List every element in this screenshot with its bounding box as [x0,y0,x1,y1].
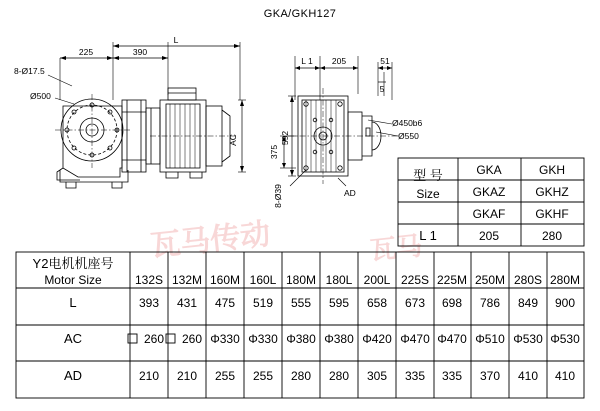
motor-table-col-header: 132M [171,273,203,287]
size-col-gkhf: GKHF [535,207,569,221]
dim-51: 51 [380,56,390,66]
square-symbol-icon [128,334,137,343]
motor-table-row-label: L [69,295,77,310]
motor-table-cell: Φ470 [437,332,467,346]
square-symbol-icon [166,334,175,343]
motor-table-cell: Φ470 [400,332,430,346]
motor-table-cell: 335 [441,369,463,383]
motor-table-cell: 431 [176,296,198,310]
motor-table-cell: 370 [479,369,501,383]
size-table-header-en: Size [416,187,440,201]
motor-table-cell: 280 [328,369,350,383]
motor-table-cell: 255 [252,369,274,383]
motor-table-col-header: 225S [400,273,430,287]
motor-table-col-header: 280S [513,273,543,287]
size-row-value-205: 205 [478,229,500,243]
motor-table-cell: 900 [554,296,576,310]
motor-table-row-label: AC [63,331,83,346]
motor-table-cell: Φ530 [513,332,543,346]
motor-table-col-header: 280M [549,273,581,287]
dim-d500: Ø500 [30,91,51,101]
motor-table-col-header: 160M [209,273,241,287]
motor-table-col-header: 180L [325,273,353,287]
motor-table-cell: 393 [138,296,160,310]
motor-table-cell: 698 [441,296,463,310]
motor-table-cell: Φ420 [362,332,392,346]
dim-AD: AD [344,188,356,198]
motor-table-row-label: AD [63,368,83,383]
watermark-text-2: 瓦马 [368,231,424,267]
motor-table-cell: 673 [404,296,426,310]
dim-AC: AC [228,134,238,146]
size-table-header-cn: 型 号 [413,168,443,183]
motor-table-col-header: 225M [436,273,468,287]
dim-8-39: 8-Ø39 [273,184,283,208]
motor-table-col-header: 132S [134,273,164,287]
dim-390: 390 [132,47,148,57]
motor-table-cell: 260 [143,332,165,346]
size-col-gkaf: GKAF [472,207,506,221]
dim-L1: L 1 [301,56,313,66]
size-col-gkh: GKH [538,163,566,177]
motor-table-cell: 210 [138,369,160,383]
dim-450b6: Ø450b6 [392,118,423,128]
motor-table-cell: Φ380 [324,332,354,346]
motor-table-cell: 555 [290,296,312,310]
size-col-gkhz: GKHZ [535,185,569,199]
size-col-gka: GKA [476,163,502,177]
dim-L: L [173,35,179,45]
motor-table-cell: Φ330 [248,332,278,346]
watermark-text-1: 瓦马传动 [148,216,272,265]
motor-table-cell: 658 [366,296,388,310]
dim-205: 205 [331,56,347,66]
motor-table-cell: Φ380 [286,332,316,346]
motor-table-col-header: 250M [474,273,506,287]
motor-table-cell: 255 [214,369,236,383]
size-col-gkaz: GKAZ [472,185,506,199]
size-row-label-l1: L 1 [419,228,437,243]
motor-table-cell: 475 [214,296,236,310]
motor-table-cell: Φ330 [210,332,240,346]
motor-table-cell: Φ510 [475,332,505,346]
motor-table-col-header: 200L [363,273,391,287]
motor-table-cell: 210 [176,369,198,383]
dim-592: 592 [280,130,290,146]
dim-550: Ø550 [398,131,419,141]
size-row-value-280: 280 [541,229,563,243]
motor-table-cell: 305 [366,369,388,383]
motor-table-header-en: Motor Size [44,273,102,287]
motor-table-cell: 260 [181,332,203,346]
motor-table-cell: 335 [404,369,426,383]
motor-table-cell: 519 [252,296,274,310]
motor-table-cell: 410 [517,369,539,383]
motor-table-cell: 786 [479,296,501,310]
motor-table-col-header: 160L [249,273,277,287]
dim-225: 225 [78,47,94,57]
motor-table-cell: 410 [554,369,576,383]
motor-table-cell: 280 [290,369,312,383]
motor-table-col-header: 180M [285,273,317,287]
page-title: GKA/GKH127 [263,8,337,20]
dim-375: 375 [269,144,279,160]
motor-table-cell: 595 [328,296,350,310]
dim-5: 5 [379,84,385,94]
motor-table-header-cn: Y2电机机座号 [32,256,114,271]
motor-table-cell: 849 [517,296,539,310]
motor-table-cell: Φ530 [550,332,580,346]
dim-8-holes: 8-Ø17.5 [14,66,45,76]
